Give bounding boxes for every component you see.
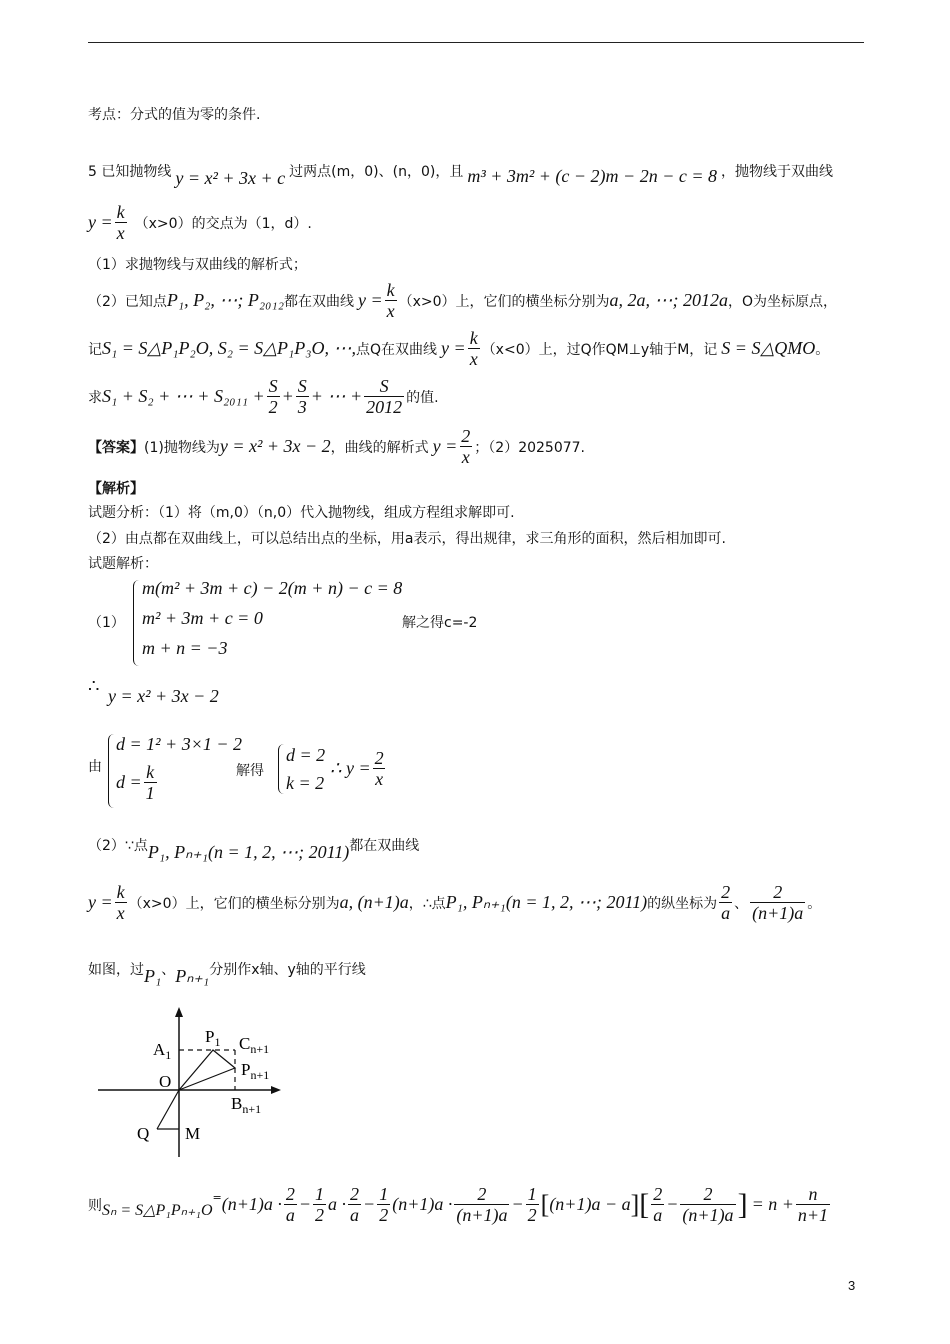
ji-hyper-fraction: [468, 328, 480, 369]
sn-frac-2a-num: 2: [285, 1184, 295, 1204]
sn-bracket-open-1: [: [540, 1189, 550, 1219]
qiu-frac-3-num: S: [379, 376, 389, 396]
sys2-eq1: d = 1² + 3×1 − 2: [116, 734, 242, 754]
qiu-frac-1-num: S: [268, 376, 278, 396]
sn-frac-half-3: [526, 1184, 539, 1225]
coords-b: ，∴点: [408, 895, 446, 912]
part2-d: ，O为坐标原点，: [728, 293, 838, 310]
coords-line: [88, 882, 821, 923]
sn-a: a ·: [328, 1194, 347, 1214]
s2-line: [88, 826, 419, 863]
sn-lhs: Sₙ = S△P₁Pₙ₊₁O: [102, 1201, 213, 1219]
label-cn1: [239, 1034, 269, 1056]
q5-parabola: y = x² + 3x + c: [175, 168, 286, 188]
part2-c: （x>0）上，它们的横坐标分别为: [398, 293, 610, 310]
answer-label: 【答案】: [88, 439, 144, 456]
hyper-fraction: [115, 202, 127, 243]
q5-line-2: [88, 202, 312, 243]
q5-qiu-line: [88, 376, 439, 417]
sn-frac-2n1a-b-den: (n+1)a: [682, 1205, 734, 1225]
ji-s-qmo: S = S△QMO: [721, 338, 816, 358]
kaodian-line: 考点：分式的值为零的条件.: [88, 107, 261, 123]
rutu-line: [88, 950, 366, 987]
answer-curve-lhs: y =: [432, 436, 458, 456]
ze-label: 则: [88, 1197, 102, 1214]
sn-minus-4: −: [666, 1194, 679, 1214]
part2-a: （2）已知点: [88, 293, 167, 310]
sn-frac-2a-b-den: a: [350, 1205, 360, 1225]
sn-frac-half-3-num: 1: [527, 1184, 537, 1204]
q5-prefix: 5 已知抛物线: [88, 163, 172, 180]
qiu-sum: S₁ + S₂ + ⋯ + S₂₀₁₁ +: [102, 386, 265, 406]
label-a: A: [153, 1040, 166, 1059]
sn-frac-2a-den: a: [285, 1205, 295, 1225]
sn-formula-line: [88, 1184, 832, 1225]
label-q: Q: [137, 1124, 150, 1143]
sys3-eq2: k = 2: [286, 773, 325, 793]
s2-a: （2）∵点: [88, 837, 148, 854]
line-oq: [157, 1090, 179, 1129]
coords-lhs: y =: [88, 892, 113, 912]
qiu-frac-2-num: S: [297, 376, 307, 396]
label-p1: [205, 1027, 220, 1049]
ji-a: 记: [88, 341, 102, 358]
sn-frac-2a-c: [651, 1184, 664, 1225]
triangle-op1pn: [179, 1050, 235, 1090]
sn-frac-half-2: [377, 1184, 390, 1225]
sys2-eq2: [116, 762, 159, 803]
coords-frac-1-den: a: [721, 903, 731, 923]
qiu-frac-3-den: 2012: [366, 397, 403, 417]
part2-hyper-fraction: [385, 280, 397, 321]
answer-line: [88, 426, 585, 467]
ji-end: 。: [815, 341, 830, 358]
part2-b: 都在双曲线: [283, 293, 354, 310]
hyper-lhs: y =: [88, 212, 113, 232]
label-pn: P: [241, 1060, 251, 1079]
sn-minus-3: −: [511, 1194, 524, 1214]
sn-term-2: (n+1)a ·: [392, 1194, 453, 1214]
coords-c: 的纵坐标为: [647, 895, 718, 912]
label-p: P: [205, 1027, 215, 1046]
page-number: 3: [848, 1278, 856, 1293]
analysis-fx1: 试题分析：（1）将（m,0）（n,0）代入抛物线，组成方程组求解即可.: [88, 505, 515, 521]
s1-label: （1）: [88, 615, 125, 631]
sys2-eq2-lhs: d =: [116, 772, 142, 792]
sn-term-1: (n+1)a ·: [221, 1194, 282, 1214]
sn-result-den: n+1: [797, 1205, 829, 1225]
sys3-result-num: 2: [374, 748, 384, 768]
y-axis-arrow: [175, 1007, 183, 1017]
answer-a2: ，曲线的解析式: [330, 439, 429, 456]
sn-frac-half-1-den: 2: [315, 1205, 325, 1225]
q5-part2: [88, 280, 837, 321]
sn-frac-2a-b-num: 2: [350, 1184, 360, 1204]
answer-a1: (1)抛物线为: [144, 439, 220, 456]
qiu-plus-dots: + ⋯ +: [310, 386, 363, 406]
sn-result-lhs: = n +: [751, 1194, 794, 1214]
qiu-frac-2-den: 3: [297, 397, 307, 417]
ji-areas: S₁ = S△P₁P₂O, S₂ = S△P₁P₃O, ⋯,: [102, 338, 357, 358]
sys2-eq2-den: 1: [145, 783, 155, 803]
sn-frac-half-2-den: 2: [379, 1205, 389, 1225]
sys2-brace: [108, 734, 115, 808]
sn-frac-2n1a: [454, 1184, 509, 1225]
qiu-end: 的值.: [406, 389, 439, 406]
sn-frac-half-3-den: 2: [527, 1205, 537, 1225]
qiu-frac-3: [364, 376, 404, 417]
coords-hyper-num: k: [116, 882, 125, 902]
sn-bracket-close-1: ]: [630, 1189, 640, 1219]
rutu-b: 分别作x轴、y轴的平行线: [209, 961, 366, 978]
label-p-sub: 1: [214, 1035, 221, 1049]
you-label: 由: [88, 759, 102, 775]
q5-part1: （1）求抛物线与双曲线的解析式；: [88, 257, 307, 273]
coords-points: P₁, Pₙ₊₁(n = 1, 2, ⋯; 2011): [445, 892, 648, 912]
s2-points: P₁, Pₙ₊₁(n = 1, 2, ⋯; 2011): [147, 842, 350, 862]
sys3-result-den: x: [375, 769, 384, 789]
q5-ji-line: [88, 328, 829, 369]
label-a-sub: 1: [165, 1048, 172, 1062]
sys1-result: 解之得c=-2: [402, 615, 478, 631]
coords-hyper-fraction: [115, 882, 127, 923]
part2-points: P₁, P₂, ⋯; P₂₀₁₂: [166, 290, 284, 310]
therefore-parabola: y = x² + 3x − 2: [108, 686, 219, 706]
part2-hyper-den: x: [386, 301, 395, 321]
sn-bracket-content-1: (n+1)a − a: [549, 1194, 631, 1214]
therefore-symbol: ∴: [88, 676, 100, 696]
rutu-p1: P₁: [144, 966, 162, 986]
answer-curve-num: 2: [461, 426, 471, 446]
sys3-brace: [278, 744, 285, 794]
sys2-eq2-num: k: [146, 762, 155, 782]
label-c: C: [239, 1034, 251, 1053]
answer-parabola: y = x² + 3x − 2: [219, 436, 331, 456]
sn-eq: =: [212, 1191, 222, 1204]
q5-line2-rest: （x>0）的交点为（1，d）.: [134, 215, 312, 232]
qiu-frac-1-den: 2: [268, 397, 278, 417]
rutu-pn: Pₙ₊₁: [175, 966, 210, 986]
ji-c: （x<0）上，过Q作QM⊥y轴于M，记: [481, 341, 718, 358]
label-pn-sub: n+1: [250, 1068, 270, 1082]
sn-frac-2n1a-den: (n+1)a: [456, 1205, 508, 1225]
sys1-eq2: m² + 3m + c = 0: [142, 608, 263, 628]
rutu-sep: 、: [161, 961, 176, 978]
label-b: B: [231, 1094, 243, 1113]
coords-frac-2-num: 2: [773, 882, 783, 902]
qiu-frac-1: [267, 376, 280, 417]
sn-result-num: n: [808, 1184, 818, 1204]
label-c-sub: n+1: [250, 1042, 270, 1056]
x-axis-arrow: [271, 1086, 281, 1094]
ji-hyper-den: x: [469, 349, 478, 369]
coords-hyper-den: x: [116, 903, 125, 923]
analysis-fx3: 试题解析：: [88, 556, 158, 572]
coords-frac-1-num: 2: [721, 882, 731, 902]
sn-frac-2n1a-b: [680, 1184, 735, 1225]
sys3-result: [330, 748, 388, 789]
sn-frac-2a: [284, 1184, 297, 1225]
answer-curve-den: x: [461, 447, 470, 467]
q5-line-1: [88, 152, 833, 189]
sn-frac-half-1: [313, 1184, 326, 1225]
answer-curve-fraction: [459, 426, 472, 467]
coords-sep: 、: [734, 895, 749, 912]
sn-bracket-open-2: [: [639, 1187, 650, 1221]
hyper-num: k: [116, 202, 125, 222]
qiu-plus-1: +: [281, 386, 294, 406]
sn-frac-2n1a-num: 2: [477, 1184, 487, 1204]
label-b-sub: n+1: [242, 1102, 262, 1116]
part2-xs: a, 2a, ⋯; 2012a: [609, 290, 729, 310]
label-pn1: [241, 1060, 269, 1082]
qiu-frac-2: [296, 376, 309, 417]
jiede-label: 解得: [236, 763, 264, 779]
sn-bracket-close-2: ]: [737, 1187, 748, 1221]
sn-frac-2a-c-den: a: [653, 1205, 663, 1225]
sn-frac-half-1-num: 1: [315, 1184, 325, 1204]
coords-frac-2-den: (n+1)a: [752, 903, 804, 923]
q5-mid2: ，抛物线于双曲线: [720, 163, 833, 180]
sn-frac-2a-c-num: 2: [653, 1184, 663, 1204]
part2-hyper-lhs: y =: [357, 290, 383, 310]
sys3-result-lhs: ∴ y =: [330, 758, 371, 778]
analysis-fx2: （2）由点都在双曲线上，可以总结出点的坐标，用a表示，得出规律，求三角形的面积，然后相加即可.: [88, 531, 726, 547]
qiu-a: 求: [88, 389, 102, 406]
sn-frac-half-2-num: 1: [379, 1184, 389, 1204]
coords-frac-2: [750, 882, 805, 923]
sys3-result-fraction: [373, 748, 386, 789]
geometry-figure: [95, 1005, 335, 1165]
sn-minus-2: −: [363, 1194, 376, 1214]
header-rule: [88, 42, 864, 43]
q5-mid1: 过两点(m，0)、(n，0)，且: [289, 163, 464, 180]
coords-frac-1: [719, 882, 732, 923]
sys3-eq1: d = 2: [286, 745, 326, 765]
answer-a3: ；（2）2025077.: [474, 439, 586, 456]
coords-xs: a, (n+1)a: [339, 892, 409, 912]
sn-result-fraction: [796, 1184, 830, 1225]
label-o: O: [159, 1072, 172, 1091]
sys1-eq3: m + n = −3: [142, 638, 228, 658]
sn-minus-1: −: [298, 1194, 312, 1214]
ji-b: 点Q在双曲线: [356, 341, 438, 358]
q5-condition: m³ + 3m² + (c − 2)m − 2n − c = 8: [467, 166, 717, 186]
rutu-a: 如图，过: [88, 961, 144, 978]
coords-end: 。: [807, 895, 822, 912]
label-m: M: [185, 1124, 201, 1143]
sys1-brace: [133, 580, 140, 666]
label-a1: [153, 1040, 171, 1062]
ji-hyper-lhs: y =: [441, 338, 466, 358]
ji-hyper-num: k: [469, 328, 478, 348]
hyper-den: x: [116, 223, 125, 243]
sys1-eq1: m(m² + 3m + c) − 2(m + n) − c = 8: [142, 578, 403, 598]
coords-a: （x>0）上，它们的横坐标分别为: [128, 895, 340, 912]
s2-b: 都在双曲线: [349, 837, 420, 854]
sys2-eq2-fraction: [144, 762, 157, 803]
sn-frac-2n1a-b-num: 2: [703, 1184, 713, 1204]
part2-hyper-num: k: [386, 280, 395, 300]
label-bn1: [231, 1094, 261, 1116]
sn-frac-2a-b: [348, 1184, 361, 1225]
analysis-label: 【解析】: [88, 481, 144, 497]
